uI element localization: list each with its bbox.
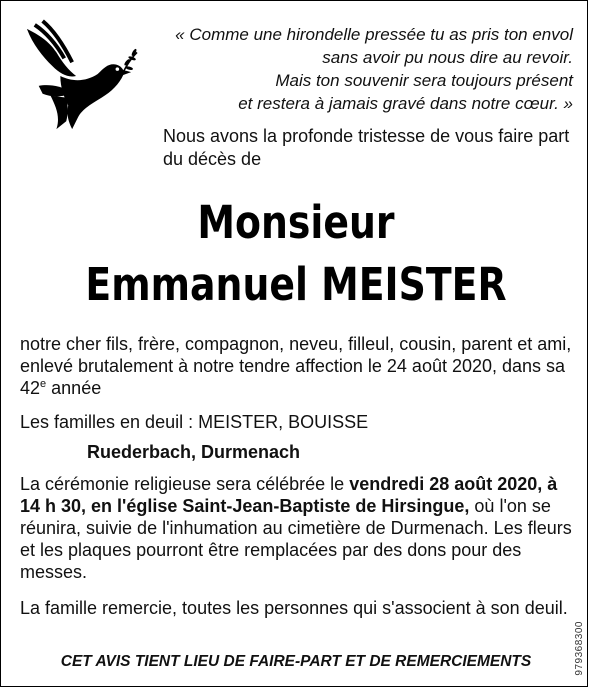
poem-line: Mais ton souvenir sera toujours présent bbox=[275, 71, 573, 90]
description-tail: année bbox=[46, 378, 102, 398]
poem-line: et restera à jamais gravé dans notre cœur. » bbox=[238, 94, 573, 113]
places-line: Ruederbach, Durmenach bbox=[87, 442, 301, 462]
ceremony-lead: La cérémonie religieuse sera célébrée le bbox=[20, 474, 350, 494]
reference-number: 979368300 bbox=[574, 621, 585, 676]
families-line: Les familles en deuil : MEISTER, BOUISSE bbox=[20, 412, 369, 432]
deceased-title: Monsieur bbox=[197, 196, 395, 249]
ceremony-paragraph bbox=[20, 473, 580, 583]
footer-notice: CET AVIS TIENT LIEU DE FAIRE-PART ET DE REMERCIEMENTS bbox=[60, 653, 532, 670]
intro-text: Nous avons la profonde tristesse de vous faire part du décès de bbox=[163, 126, 570, 169]
dove-with-olive-branch-icon bbox=[21, 19, 139, 135]
description-text: notre cher fils, frère, compagnon, neveu, filleul, cousin, parent et ami, enlevé brutalement à notre tendre affection le 24 août 2020, dans sa 42 bbox=[20, 334, 572, 398]
ordinal-suffix: e bbox=[40, 378, 47, 390]
thanks-paragraph: La famille remercie, toutes les personnes qui s'associent à son deuil. bbox=[20, 598, 568, 618]
ceremony-rest: où l'on se réunira, suivie de l'inhumation au cimetière de Durmenach. Les fleurs et les plaques pourront être remplacées par des dons pour des messes. bbox=[20, 496, 572, 582]
ceremony-date-location: vendredi 28 août 2020, à 14 h 30, en l'église Saint-Jean-Baptiste de Hirsingue, bbox=[20, 474, 558, 516]
poem-quote bbox=[143, 23, 573, 115]
poem-line: sans avoir pu nous dire au revoir. bbox=[322, 48, 573, 67]
description-paragraph bbox=[20, 333, 580, 399]
deceased-name: Emmanuel MEISTER bbox=[85, 258, 507, 311]
poem-line: « Comme une hirondelle pressée tu as pris ton envol bbox=[175, 25, 573, 44]
